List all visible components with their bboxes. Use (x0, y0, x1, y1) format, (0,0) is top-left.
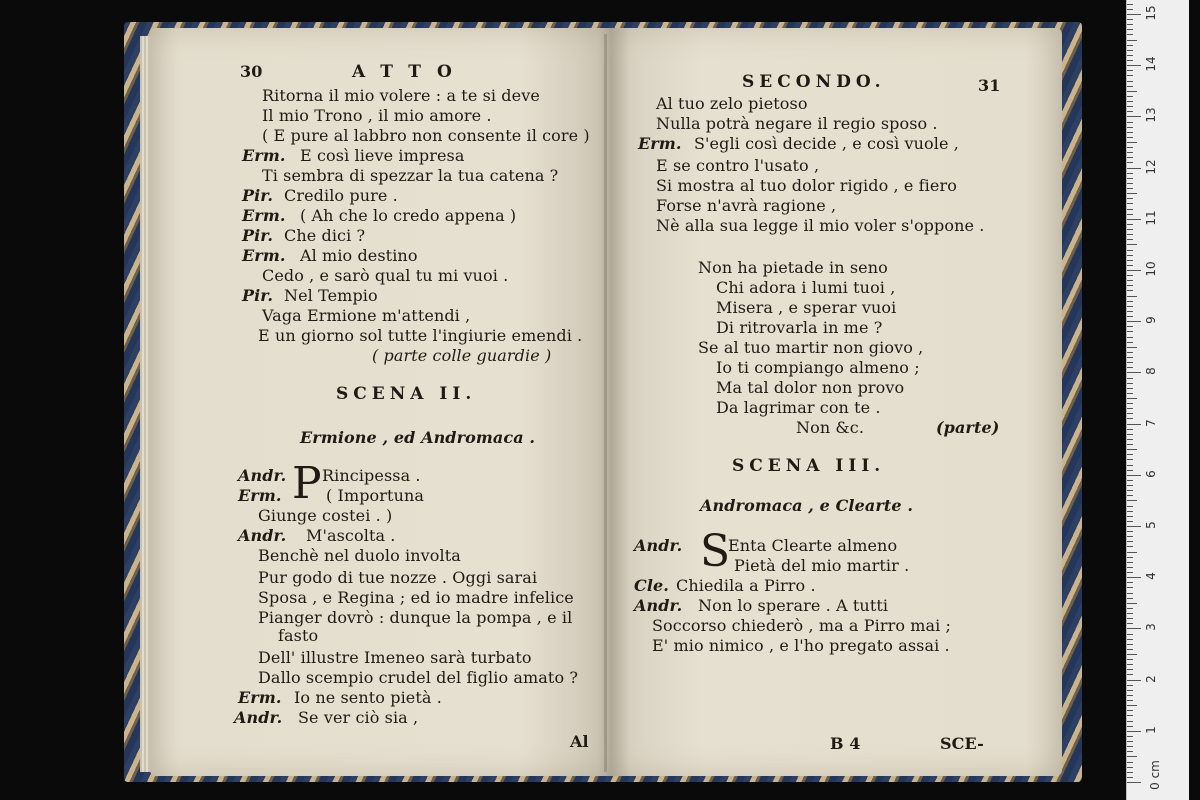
text-line: Benchè nel duolo involta (258, 546, 461, 565)
ruler-tick (1127, 378, 1133, 379)
ruler-tick (1127, 634, 1133, 635)
ruler-tick (1127, 516, 1133, 517)
ruler-tick (1127, 137, 1133, 138)
ruler-tick (1127, 526, 1141, 527)
ruler-tick (1127, 372, 1141, 373)
ruler-unit-label: 0 cm (1148, 760, 1162, 790)
catchword: SCE- (940, 734, 984, 753)
ruler-tick (1127, 265, 1133, 266)
ruler-tick (1127, 296, 1137, 297)
catchword: Al (570, 732, 589, 751)
ruler-tick (1127, 45, 1133, 46)
ruler-tick (1127, 270, 1141, 271)
ruler-tick (1127, 290, 1133, 291)
ruler-label: 1 (1144, 725, 1158, 734)
ruler-tick (1127, 280, 1133, 281)
speaker-label: Erm. (242, 146, 286, 165)
ruler-label: 6 (1144, 469, 1158, 478)
ruler-tick (1127, 654, 1137, 655)
text-line: Cedo , e sarò qual tu mi vuoi . (262, 266, 509, 285)
ruler-tick (1127, 331, 1133, 332)
ruler-tick (1127, 557, 1133, 558)
text-line: M'ascolta . (306, 526, 396, 545)
measuring-ruler (1126, 0, 1189, 800)
ruler-tick (1127, 132, 1133, 133)
ruler-label: 2 (1144, 674, 1158, 683)
aria-line: Ma tal dolor non provo (716, 378, 905, 397)
ruler-tick (1127, 762, 1133, 763)
ruler-tick (1127, 439, 1133, 440)
ruler-tick (1127, 587, 1133, 588)
ruler-tick (1127, 465, 1133, 466)
ruler-tick (1127, 219, 1141, 220)
ruler-tick (1127, 60, 1133, 61)
text-line: S'egli così decide , e così vuole , (694, 134, 959, 153)
ruler-tick (1127, 106, 1133, 107)
gutter (604, 34, 607, 772)
text-line: Ti sembra di spezzar la tua catena ? (262, 166, 559, 185)
ruler-tick (1127, 275, 1133, 276)
text-line: Rincipessa . (322, 466, 421, 485)
right-running-head: SECONDO. (742, 72, 886, 92)
stage-direction: (parte) (936, 418, 1000, 437)
text-line: Sposa , e Regina ; ed io madre infelice (258, 588, 574, 607)
ruler-tick (1127, 214, 1133, 215)
ruler-tick (1127, 506, 1133, 507)
ruler-tick (1127, 152, 1133, 153)
ruler-tick (1127, 741, 1133, 742)
ruler-tick (1127, 101, 1133, 102)
text-line: Soccorso chiederò , ma a Pirro mai ; (652, 616, 952, 635)
ruler-tick (1127, 337, 1133, 338)
ruler-label: 10 (1144, 261, 1158, 277)
ruler-tick (1127, 75, 1133, 76)
text-line: Al tuo zelo pietoso (656, 94, 808, 113)
scene-characters: Andromaca , e Clearte . (700, 496, 914, 515)
ruler-tick (1127, 50, 1133, 51)
drop-capital: S (700, 526, 731, 577)
text-line: ( E pure al labbro non consente il core ) (262, 126, 590, 145)
ruler-tick (1127, 127, 1133, 128)
ruler-tick (1127, 746, 1133, 747)
ruler-tick (1127, 40, 1137, 41)
ruler-tick (1127, 772, 1133, 773)
speaker-label: Erm. (242, 246, 286, 265)
text-line: Forse n'avrà ragione , (656, 196, 837, 215)
text-line: E se contro l'usato , (656, 156, 820, 175)
ruler-tick (1127, 613, 1133, 614)
ruler-tick (1127, 705, 1137, 706)
ruler-tick (1127, 751, 1133, 752)
speaker-label: Andr. (238, 526, 287, 545)
ruler-tick (1127, 147, 1133, 148)
ruler-tick (1127, 70, 1133, 71)
ruler-tick (1127, 444, 1133, 445)
text-line: E un giorno sol tutte l'ingiurie emendi . (258, 326, 583, 345)
aria-line: Misera , e sperar vuoi (716, 298, 897, 317)
ruler-tick (1127, 644, 1133, 645)
aria-line: Di ritrovarla in me ? (716, 318, 883, 337)
ruler-tick (1127, 362, 1133, 363)
text-line: Si mostra al tuo dolor rigido , e fiero (656, 176, 957, 195)
ruler-tick (1127, 4, 1133, 5)
ruler-tick (1127, 255, 1133, 256)
drop-capital: P (292, 458, 322, 509)
scene-title: SCENA II. (336, 384, 477, 404)
ruler-tick (1127, 321, 1141, 322)
text-line: Pietà del mio martir . (734, 556, 910, 575)
left-running-head: ATTO (352, 62, 468, 82)
ruler-tick (1127, 9, 1133, 10)
ruler-tick (1127, 306, 1133, 307)
ruler-tick (1127, 173, 1133, 174)
ruler-tick (1127, 598, 1133, 599)
scene-title: SCENA III. (732, 456, 886, 476)
signature-mark: B 4 (830, 734, 861, 753)
speaker-label: Andr. (634, 596, 683, 615)
ruler-tick (1127, 495, 1133, 496)
stage-direction: ( parte colle guardie ) (372, 346, 552, 365)
ruler-tick (1127, 203, 1133, 204)
ruler-tick (1127, 429, 1133, 430)
text-line: E così lieve impresa (300, 146, 465, 165)
ruler-tick (1127, 408, 1133, 409)
ruler-tick (1127, 34, 1133, 35)
ruler-tick (1127, 122, 1133, 123)
ruler-tick (1127, 536, 1133, 537)
ruler-tick (1127, 142, 1137, 143)
ruler-tick (1127, 659, 1133, 660)
text-line: Credilo pure . (284, 186, 398, 205)
ruler-tick (1127, 316, 1133, 317)
ruler-tick (1127, 756, 1137, 757)
ruler-tick (1127, 736, 1133, 737)
ruler-tick (1127, 183, 1133, 184)
text-line: Il mio Trono , il mio amore . (262, 106, 492, 125)
speaker-label: Pir. (242, 186, 274, 205)
ruler-tick (1127, 342, 1133, 343)
ruler-tick (1127, 418, 1133, 419)
text-line: Pianger dovrò : dunque la pompa , e il (258, 608, 573, 627)
ruler-tick (1127, 710, 1133, 711)
ruler-label: 12 (1144, 158, 1158, 175)
ruler-tick (1127, 285, 1133, 286)
ruler-tick (1127, 628, 1141, 629)
ruler-tick (1127, 81, 1133, 82)
ruler-tick (1127, 449, 1137, 450)
aria-line: Io ti compiango almeno ; (716, 358, 920, 377)
ruler-tick (1127, 546, 1133, 547)
ruler-tick (1127, 367, 1133, 368)
ruler-tick (1127, 326, 1133, 327)
ruler-tick (1127, 91, 1137, 92)
ruler-tick (1127, 116, 1141, 117)
ruler-tick (1127, 250, 1133, 251)
speaker-label: Cle. (634, 576, 669, 595)
right-page-number: 31 (978, 76, 1001, 95)
ruler-label: 9 (1144, 316, 1158, 325)
text-line: ( Importuna (326, 486, 425, 505)
ruler-label: 5 (1144, 521, 1158, 529)
ruler-tick (1127, 603, 1137, 604)
text-line: Nel Tempio (284, 286, 378, 305)
speaker-label: Pir. (242, 226, 274, 245)
ruler-tick (1127, 260, 1133, 261)
speaker-label: Andr. (238, 466, 287, 485)
ruler-tick (1127, 357, 1133, 358)
ruler-label: 8 (1144, 367, 1158, 376)
ruler-label: 15 (1144, 5, 1158, 21)
text-line: Non lo sperare . A tutti (698, 596, 889, 615)
speaker-label: Erm. (638, 134, 682, 153)
text-line: E' mio nimico , e l'ho pregato assai . (652, 636, 950, 655)
text-line: ( Ah che lo credo appena ) (300, 206, 517, 225)
ruler-tick (1127, 229, 1133, 230)
ruler-tick (1127, 347, 1137, 348)
ruler-tick (1127, 480, 1133, 481)
ruler-tick (1127, 19, 1133, 20)
ruler-tick (1127, 593, 1133, 594)
ruler-tick (1127, 618, 1133, 619)
speaker-label: Erm. (242, 206, 286, 225)
aria-line: Non ha pietade in seno (698, 258, 888, 277)
ruler-tick (1127, 65, 1141, 66)
ruler-tick (1127, 562, 1133, 563)
ruler-tick (1127, 567, 1133, 568)
ruler-tick (1127, 398, 1137, 399)
ruler-tick (1127, 168, 1141, 169)
ruler-label: 11 (1144, 210, 1158, 226)
scene-characters: Ermione , ed Andromaca . (300, 428, 536, 447)
ruler-tick (1127, 178, 1133, 179)
ruler-tick (1127, 434, 1133, 435)
text-line: Ritorna il mio volere : a te si deve (262, 86, 540, 105)
speaker-label: Andr. (234, 708, 283, 727)
ruler-tick (1127, 674, 1133, 675)
ruler-tick (1127, 29, 1133, 30)
text-line: Se ver ciò sia , (298, 708, 419, 727)
ruler-tick (1127, 193, 1137, 194)
ruler-tick (1127, 664, 1133, 665)
ruler-tick (1127, 639, 1133, 640)
ruler-tick (1127, 459, 1133, 460)
ruler-tick (1127, 224, 1133, 225)
ruler-tick (1127, 311, 1133, 312)
ruler-tick (1127, 685, 1133, 686)
ruler-tick (1127, 669, 1133, 670)
ruler-tick (1127, 726, 1133, 727)
ruler-tick (1127, 301, 1133, 302)
text-line: Vaga Ermione m'attendi , (262, 306, 471, 325)
ruler-tick (1127, 413, 1133, 414)
ruler-tick (1127, 454, 1133, 455)
text-line: Giunge costei . ) (258, 506, 393, 525)
text-line: Nulla potrà negare il regio sposo . (656, 114, 938, 133)
ruler-tick (1127, 14, 1141, 15)
ruler-tick (1127, 388, 1133, 389)
speaker-label: Erm. (238, 486, 282, 505)
ruler-tick (1127, 111, 1133, 112)
ruler-tick (1127, 24, 1133, 25)
ruler-tick (1127, 470, 1133, 471)
ruler-tick (1127, 393, 1133, 394)
ruler-tick (1127, 162, 1133, 163)
ruler-tick (1127, 552, 1137, 553)
ruler-label: 13 (1144, 107, 1158, 124)
ruler-tick (1127, 695, 1133, 696)
text-line: Che dici ? (284, 226, 366, 245)
ruler-tick (1127, 424, 1141, 425)
aria-line: Chi adora i lumi tuoi , (716, 278, 896, 297)
speaker-label: Pir. (242, 286, 274, 305)
ruler-tick (1127, 582, 1133, 583)
text-line: Nè alla sua legge il mio voler s'oppone . (656, 216, 985, 235)
ruler-tick (1127, 86, 1133, 87)
ruler-tick (1127, 700, 1133, 701)
text-line: Dell' illustre Imeneo sarà turbato (258, 648, 532, 667)
ruler-tick (1127, 731, 1141, 732)
ruler-tick (1127, 485, 1133, 486)
ruler-tick (1127, 649, 1133, 650)
ruler-label: 4 (1144, 572, 1158, 581)
ruler-tick (1127, 623, 1133, 624)
ruler-tick (1127, 188, 1133, 189)
ruler-tick (1127, 500, 1137, 501)
ruler-label: 7 (1144, 418, 1158, 427)
text-line: Pur godo di tue nozze . Oggi sarai (258, 568, 538, 587)
ruler-tick (1127, 490, 1133, 491)
ruler-tick (1127, 234, 1133, 235)
ruler-tick (1127, 198, 1133, 199)
ruler-tick (1127, 239, 1133, 240)
text-line: Dallo scempio crudel del figlio amato ? (258, 668, 579, 687)
ruler-tick (1127, 777, 1133, 778)
text-line: Io ne sento pietà . (294, 688, 442, 707)
ruler-tick (1127, 577, 1141, 578)
speaker-label: Erm. (238, 688, 282, 707)
left-page-number: 30 (240, 62, 263, 81)
ruler-tick (1127, 475, 1141, 476)
ruler-tick (1127, 721, 1133, 722)
ruler-tick (1127, 352, 1133, 353)
aria-line: Da lagrimar con te . (716, 398, 881, 417)
ruler-label: 3 (1144, 623, 1158, 632)
aria-line: Se al tuo martir non giovo , (698, 338, 924, 357)
ruler-tick (1127, 680, 1141, 681)
text-line: Enta Clearte almeno (728, 536, 898, 555)
ruler-tick (1127, 521, 1133, 522)
aria-end: Non &c. (796, 418, 865, 437)
ruler-tick (1127, 541, 1133, 542)
ruler-tick (1127, 403, 1133, 404)
ruler-tick (1127, 383, 1133, 384)
text-line: Al mio destino (300, 246, 418, 265)
speaker-label: Andr. (634, 536, 683, 555)
ruler-label: 14 (1144, 56, 1158, 72)
ruler-tick (1127, 782, 1141, 783)
ruler-tick (1127, 690, 1133, 691)
ruler-tick (1127, 531, 1133, 532)
ruler-tick (1127, 608, 1133, 609)
ruler-tick (1127, 767, 1133, 768)
ruler-tick (1127, 715, 1133, 716)
text-line: Chiedila a Pirro . (676, 576, 816, 595)
text-line: fasto (278, 626, 319, 645)
ruler-tick (1127, 157, 1133, 158)
ruler-tick (1127, 209, 1133, 210)
ruler-tick (1127, 511, 1133, 512)
ruler-tick (1127, 96, 1133, 97)
ruler-tick (1127, 572, 1133, 573)
ruler-tick (1127, 244, 1137, 245)
ruler-tick (1127, 55, 1133, 56)
